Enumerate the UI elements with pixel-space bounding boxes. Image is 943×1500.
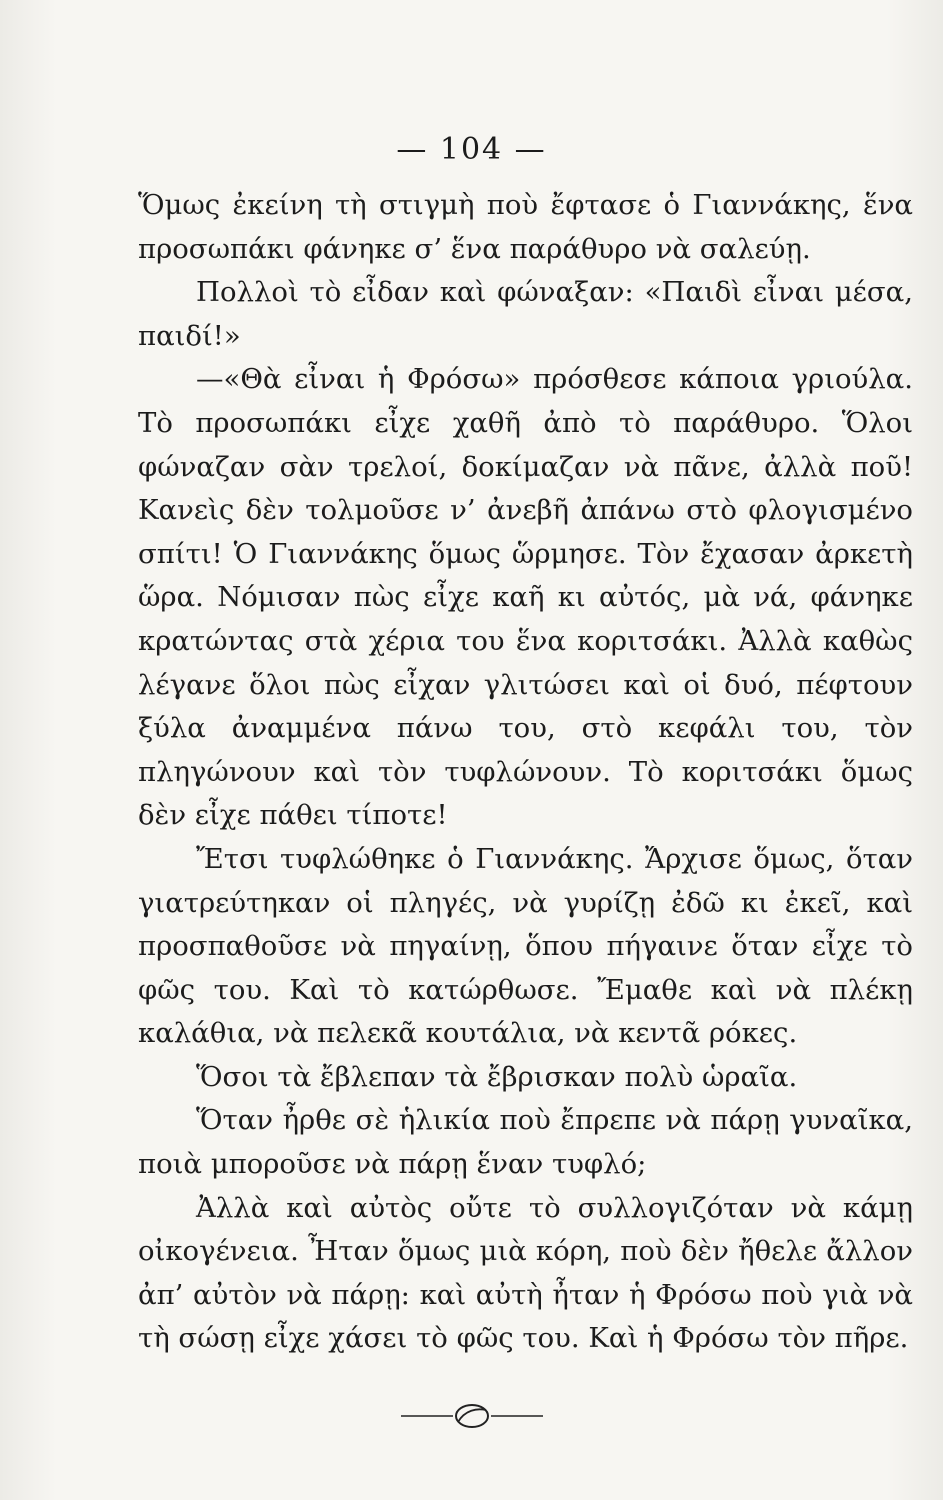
paragraph-2: Πολλοὶ τὸ εἶδαν καὶ φώναξαν: «Παιδὶ εἶναι μέσα, παιδί!» (138, 276, 913, 352)
paragraph-4: Ἔτσι τυφλώθηκε ὁ Γιαννάκης. Ἄρχισε ὅμως, ὅταν γιατρεύτηκαν οἱ πληγές, νὰ γυρίζῃ ἐδῶ κι ἐκεῖ, καὶ προσπαθοῦσε νὰ πηγαίνῃ, ὅπου πήγαινε ὅταν εἶχε τὸ φῶς του. Καὶ τὸ κατώρθωσε. Ἔμαθε καὶ νὰ πλέκῃ καλάθια, νὰ πελεκᾶ κουτάλια, νὰ κεντᾶ ρόκες. (138, 842, 913, 1050)
paragraph-3: —«Θὰ εἶναι ἡ Φρόσω» πρόσθεσε κάποια γριούλα. Τὸ προσωπάκι εἶχε χαθῆ ἀπὸ τὸ παράθυρο. Ὅλοι φώναζαν σὰν τρελοί, δοκίμαζαν νὰ πᾶνε, ἀλλὰ ποῦ! Κανεὶς δὲν τολμοῦσε ν’ ἀνεβῆ ἀπάνω στὸ φλογισμένο σπίτι! Ὁ Γιαννάκης ὅμως ὥρμησε. Τὸν ἔχασαν ἀρκετὴ ὥρα. Νόμισαν πὼς εἶχε καῆ κι αὐτός, μὰ νά, φάνηκε κρατώντας στὰ χέρια του ἕνα κοριτσάκι. Ἀλλὰ καθὼς λέγανε ὅλοι πὼς εἶχαν γλιτώσει καὶ οἱ δυό, πέφτουν ξύλα ἀναμμένα πάνω του, στὸ κεφάλι του, τὸν πληγώνουν καὶ τὸν τυφλώνουν. Τὸ κοριτσάκι ὅμως δὲν εἶχε πάθει τίποτε! (138, 363, 913, 832)
paragraph-5: Ὅσοι τὰ ἔβλεπαν τὰ ἔβρισκαν πολὺ ὡραῖα. (196, 1060, 798, 1093)
page-number: — 104 — (396, 132, 547, 167)
end-ornament (0, 1396, 943, 1432)
paragraph-7: Ἀλλὰ καὶ αὐτὸς οὔτε τὸ συλλογιζόταν νὰ κάμῃ οἰκογένεια. Ἦταν ὅμως μιὰ κόρη, ποὺ δὲν ἤθελε ἄλλον ἀπ’ αὐτὸν νὰ πάρῃ: καὶ αὐτὴ ἦταν ἡ Φρόσω ποὺ γιὰ νὰ τὴ σώσῃ εἶχε χάσει τὸ φῶς του. Καὶ ἡ Φρόσω τὸν πῆρε. (138, 1191, 913, 1355)
body-text (138, 184, 913, 1361)
end-ornament-icon (397, 1396, 547, 1432)
paragraph-1: Ὅμως ἐκείνη τὴ στιγμὴ ποὺ ἔφτασε ὁ Γιαννάκης, ἕνα προσωπάκι φάνηκε σ’ ἕνα παράθυρο νὰ σαλεύῃ. (138, 189, 913, 265)
paragraph-6: Ὅταν ἦρθε σὲ ἡλικία ποὺ ἔπρεπε νὰ πάρῃ γυναῖκα, ποιὰ μποροῦσε νὰ πάρῃ ἕναν τυφλό; (138, 1104, 913, 1181)
